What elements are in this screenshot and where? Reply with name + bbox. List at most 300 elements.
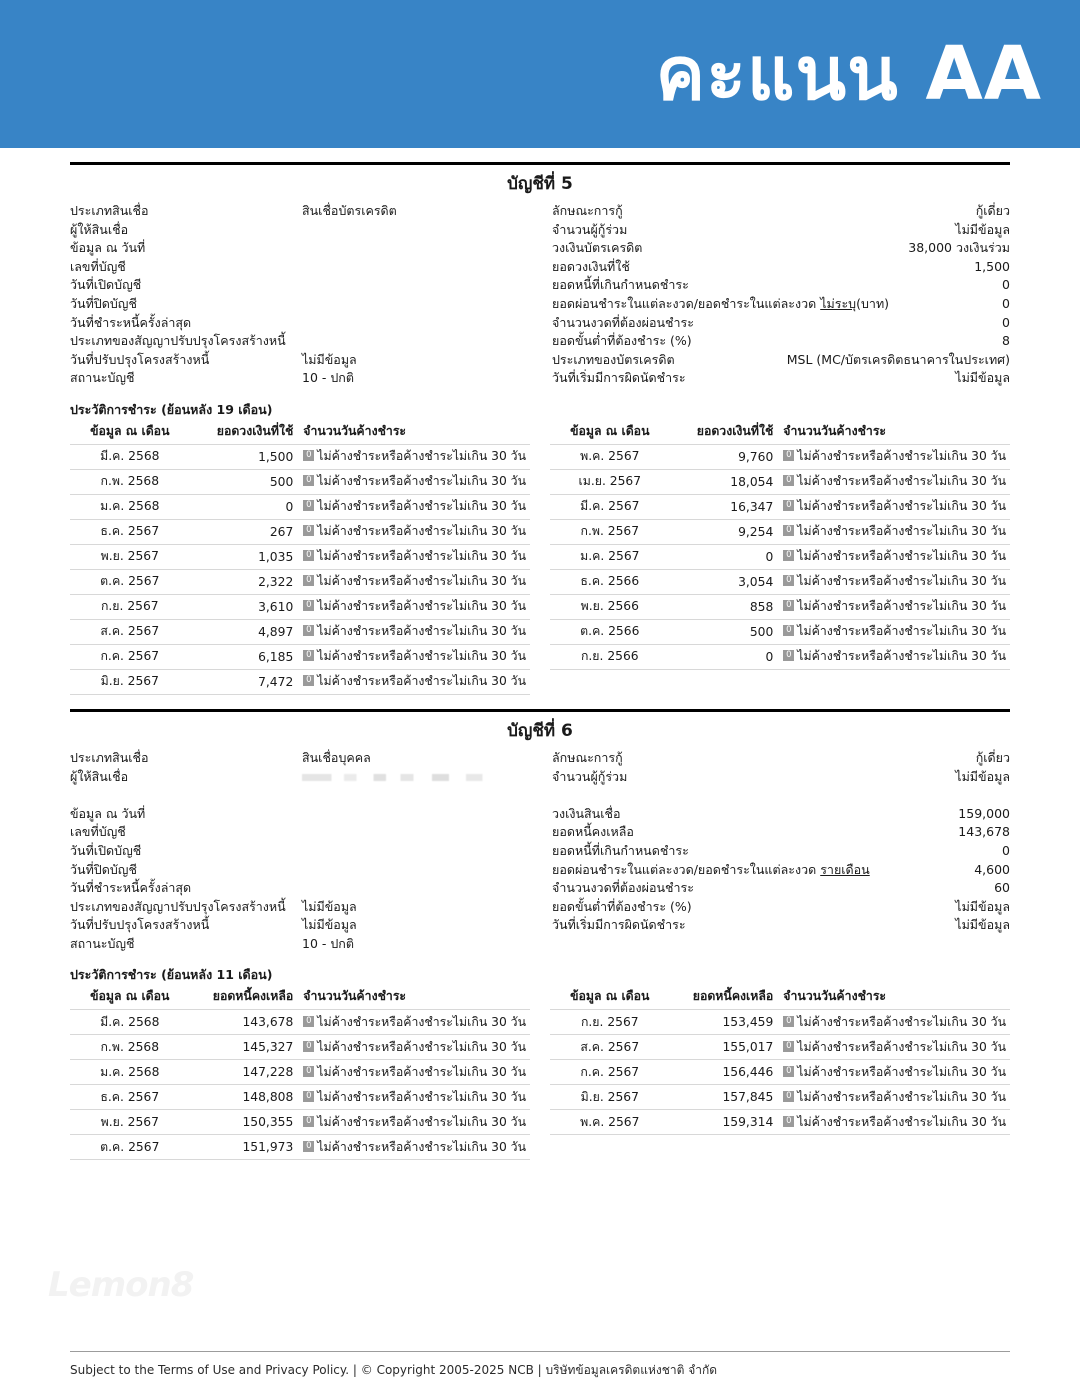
payment-history-table [70, 986, 530, 1160]
cell-amount: 1,500 [190, 444, 298, 469]
table-row [70, 1110, 530, 1135]
column-header-3: จำนวนวันค้างชำระ [303, 989, 407, 1004]
status-text: ไม่ค้างชำระหรือค้างชำระไม่เกิน 30 วัน [317, 1039, 526, 1054]
cell-amount: 143,678 [190, 1010, 298, 1035]
status-badge: 0 [303, 475, 314, 486]
detail-row [70, 314, 540, 333]
detail-row [70, 842, 540, 861]
account-section-divider [70, 162, 1010, 165]
cell-status [297, 594, 530, 619]
detail-label: ข้อมูล ณ วันที่ [70, 805, 146, 821]
detail-row [552, 314, 1010, 333]
table-row [70, 594, 530, 619]
detail-row [552, 823, 1010, 842]
detail-label: วันที่ปรับปรุงโครงสร้างหนี้ [70, 351, 210, 367]
detail-row [70, 879, 540, 898]
table-header-row [70, 421, 530, 445]
table-row [550, 594, 1010, 619]
detail-value: 143,678 [958, 824, 1010, 840]
cell-status [297, 669, 530, 694]
cell-month: ธ.ค. 2566 [550, 569, 670, 594]
detail-row [552, 898, 1010, 917]
cell-amount: 159,314 [670, 1110, 778, 1135]
cell-amount: 155,017 [670, 1035, 778, 1060]
detail-value: 0 [1002, 842, 1010, 858]
detail-row [70, 861, 540, 880]
detail-row [70, 239, 540, 258]
cell-amount: 1,035 [190, 544, 298, 569]
cell-amount: 9,254 [670, 519, 778, 544]
payment-history-body [550, 444, 1010, 669]
detail-row [552, 916, 1010, 935]
detail-label: วันที่ปรับปรุงโครงสร้างหนี้ [70, 917, 210, 933]
accounts-container [70, 162, 1010, 1160]
cell-amount: 3,054 [670, 569, 778, 594]
table-row [70, 494, 530, 519]
status-badge: 0 [303, 450, 314, 461]
cell-status [777, 644, 1010, 669]
table-row [550, 494, 1010, 519]
cell-month: ก.พ. 2568 [70, 1035, 190, 1060]
detail-label: วันที่ปิดบัญชี [70, 861, 137, 877]
detail-label: ประเภทสินเชื่อ [70, 203, 149, 218]
account-detail-grid [70, 749, 1010, 954]
detail-value: 10 - ปกติ [302, 935, 354, 951]
cell-month: ส.ค. 2567 [70, 619, 190, 644]
status-badge: 0 [783, 500, 794, 511]
redacted-lender-name [302, 774, 512, 781]
status-text: ไม่ค้างชำระหรือค้างชำระไม่เกิน 30 วัน [317, 649, 526, 664]
cell-amount: 147,228 [190, 1060, 298, 1085]
lemon8-watermark: Lemon8 [48, 1265, 194, 1305]
detail-label: ลักษณะการกู้ [552, 203, 623, 218]
detail-value: 159,000 [958, 805, 1010, 821]
table-header-row [550, 986, 1010, 1010]
table-row [70, 1135, 530, 1160]
detail-row [552, 221, 1010, 240]
payment-history-wrap [70, 421, 1010, 695]
detail-label: สถานะบัญชี [70, 370, 135, 386]
table-row [550, 1060, 1010, 1085]
status-text: ไม่ค้างชำระหรือค้างชำระไม่เกิน 30 วัน [797, 1064, 1006, 1079]
cell-status [297, 444, 530, 469]
cell-month: พ.ค. 2567 [550, 1110, 670, 1135]
account-detail-grid [70, 202, 1010, 388]
detail-label: วันที่ปิดบัญชี [70, 295, 137, 311]
detail-label: ข้อมูล ณ วันที่ [70, 240, 146, 256]
detail-row [70, 295, 540, 314]
detail-label-suffix: (บาท) [856, 295, 890, 311]
detail-row [70, 276, 540, 295]
cell-amount: 0 [670, 644, 778, 669]
status-text: ไม่ค้างชำระหรือค้างชำระไม่เกิน 30 วัน [797, 624, 1006, 639]
account-section-divider [70, 709, 1010, 712]
detail-value: 0 [1002, 314, 1010, 330]
detail-row [70, 258, 540, 277]
cell-amount: 157,845 [670, 1085, 778, 1110]
column-header-1: ข้อมูล ณ เดือน [90, 989, 170, 1004]
payment-history-table [550, 986, 1010, 1135]
status-text: ไม่ค้างชำระหรือค้างชำระไม่เกิน 30 วัน [797, 549, 1006, 564]
detail-label: เลขที่บัญชี [70, 258, 126, 274]
detail-value: ไม่มีข้อมูล [955, 221, 1010, 237]
cell-status [297, 644, 530, 669]
table-row [550, 1010, 1010, 1035]
status-text: ไม่ค้างชำระหรือค้างชำระไม่เกิน 30 วัน [797, 1014, 1006, 1029]
detail-value: ไม่มีข้อมูล [302, 917, 357, 933]
cell-status [777, 544, 1010, 569]
cell-amount: 858 [670, 594, 778, 619]
cell-status [297, 1110, 530, 1135]
cell-month: ก.พ. 2567 [550, 519, 670, 544]
table-row [70, 1085, 530, 1110]
detail-row [552, 276, 1010, 295]
status-text: ไม่ค้างชำระหรือค้างชำระไม่เกิน 30 วัน [797, 499, 1006, 514]
status-text: ไม่ค้างชำระหรือค้างชำระไม่เกิน 30 วัน [317, 474, 526, 489]
cell-status [297, 544, 530, 569]
status-badge: 0 [783, 1116, 794, 1127]
detail-row [552, 805, 1010, 824]
payment-history-title: ประวัติการชำระ (ย้อนหลัง 11 เดือน) [70, 967, 273, 983]
detail-label: วันที่เปิดบัญชี [70, 277, 142, 293]
table-row [550, 1110, 1010, 1135]
cell-status [777, 1110, 1010, 1135]
status-badge: 0 [783, 1016, 794, 1027]
detail-label: วันที่เปิดบัญชี [70, 842, 142, 858]
cell-status [297, 469, 530, 494]
detail-label: ประเภทของสัญญาปรับปรุงโครงสร้างหนี้ [70, 898, 286, 914]
detail-row [70, 786, 540, 805]
status-badge: 0 [783, 475, 794, 486]
status-badge: 0 [303, 500, 314, 511]
detail-column-left [70, 202, 540, 388]
detail-label: วงเงินบัตรเครดิต [552, 240, 643, 256]
detail-value: 8 [1002, 333, 1010, 349]
detail-value: 0 [1002, 295, 1010, 311]
cell-status [777, 519, 1010, 544]
status-badge: 0 [303, 1091, 314, 1102]
detail-label: จำนวนผู้กู้ร่วม [552, 768, 628, 784]
detail-row [552, 842, 1010, 861]
detail-value: 38,000 วงเงินร่วม [908, 240, 1010, 256]
cell-amount: 150,355 [190, 1110, 298, 1135]
cell-status [777, 494, 1010, 519]
cell-amount: 18,054 [670, 469, 778, 494]
cell-amount: 0 [190, 494, 298, 519]
detail-label: ลักษณะการกู้ [552, 749, 623, 765]
status-badge: 0 [783, 625, 794, 636]
cell-month: ก.ย. 2567 [70, 594, 190, 619]
cell-status [297, 1060, 530, 1085]
cell-month: ก.ค. 2567 [70, 644, 190, 669]
detail-row [552, 861, 1010, 880]
detail-row [70, 768, 540, 787]
detail-value [302, 768, 540, 787]
cell-month: ก.ย. 2566 [550, 644, 670, 669]
payment-history-right [550, 986, 1010, 1160]
cell-month: ม.ค. 2568 [70, 1060, 190, 1085]
account-heading: บัญชีที่ 6 [507, 720, 573, 741]
cell-status [297, 1010, 530, 1035]
cell-amount: 153,459 [670, 1010, 778, 1035]
table-row [70, 1060, 530, 1085]
document-body [0, 162, 1080, 1160]
cell-month: มี.ค. 2567 [550, 494, 670, 519]
status-badge: 0 [303, 550, 314, 561]
table-row [70, 1010, 530, 1035]
footer-divider [70, 1351, 1010, 1352]
cell-status [297, 619, 530, 644]
status-text: ไม่ค้างชำระหรือค้างชำระไม่เกิน 30 วัน [317, 1064, 526, 1079]
detail-label: วันที่ชำระหนี้ครั้งล่าสุด [70, 880, 192, 896]
table-header-row [70, 986, 530, 1010]
detail-label: ผู้ให้สินเชื่อ [70, 221, 129, 237]
status-badge: 0 [783, 1066, 794, 1077]
detail-label: วันที่เริ่มมีการผิดนัดชำระ [552, 917, 686, 933]
table-row [70, 519, 530, 544]
table-header-row [550, 421, 1010, 445]
detail-row [552, 786, 1010, 805]
status-text: ไม่ค้างชำระหรือค้างชำระไม่เกิน 30 วัน [797, 1114, 1006, 1129]
cell-status [777, 1060, 1010, 1085]
status-text: ไม่ค้างชำระหรือค้างชำระไม่เกิน 30 วัน [317, 499, 526, 514]
cell-amount: 2,322 [190, 569, 298, 594]
column-header-1: ข้อมูล ณ เดือน [570, 423, 650, 438]
detail-row [552, 879, 1010, 898]
detail-label: ยอดหนี้ที่เกินกำหนดชำระ [552, 277, 689, 293]
status-text: ไม่ค้างชำระหรือค้างชำระไม่เกิน 30 วัน [317, 1014, 526, 1029]
page-header-banner [0, 0, 1080, 148]
status-text: ไม่ค้างชำระหรือค้างชำระไม่เกิน 30 วัน [317, 574, 526, 589]
status-badge: 0 [303, 625, 314, 636]
cell-month: พ.ค. 2567 [550, 444, 670, 469]
detail-label: จำนวนผู้กู้ร่วม [552, 221, 628, 237]
payment-history-table [70, 421, 530, 695]
cell-amount: 6,185 [190, 644, 298, 669]
cell-amount: 151,973 [190, 1135, 298, 1160]
status-badge: 0 [783, 650, 794, 661]
column-header-2: ยอดหนี้คงเหลือ [212, 989, 294, 1004]
table-row [70, 619, 530, 644]
page-title: คะแนน AA [655, 31, 1042, 117]
table-row [550, 469, 1010, 494]
detail-column-left [70, 749, 540, 954]
status-badge: 0 [783, 1091, 794, 1102]
detail-label-underlined: รายเดือน [820, 861, 870, 877]
cell-amount: 0 [670, 544, 778, 569]
table-row [550, 644, 1010, 669]
detail-value: 1,500 [974, 258, 1010, 274]
detail-row [70, 221, 540, 240]
cell-status [297, 519, 530, 544]
detail-label: ยอดขั้นต่ำที่ต้องชำระ (%) [552, 333, 692, 349]
cell-month: ต.ค. 2567 [70, 1135, 190, 1160]
detail-label: ผู้ให้สินเชื่อ [70, 768, 129, 784]
detail-row [70, 369, 540, 388]
payment-history-body [550, 1010, 1010, 1135]
cell-amount: 145,327 [190, 1035, 298, 1060]
detail-value: ไม่มีข้อมูล [302, 898, 357, 914]
detail-label: ประเภทของสัญญาปรับปรุงโครงสร้างหนี้ [70, 333, 286, 349]
detail-label: จำนวนงวดที่ต้องผ่อนชำระ [552, 314, 694, 330]
table-row [550, 1085, 1010, 1110]
detail-row [552, 202, 1010, 221]
cell-status [297, 1035, 530, 1060]
status-text: ไม่ค้างชำระหรือค้างชำระไม่เกิน 30 วัน [317, 674, 526, 689]
cell-amount: 9,760 [670, 444, 778, 469]
detail-label: ยอดผ่อนชำระในแต่ละงวด/ยอดชำระในแต่ละงวด รายเดือน [552, 861, 870, 877]
cell-month: ก.ย. 2567 [550, 1010, 670, 1035]
detail-row [70, 202, 540, 221]
detail-row [552, 295, 1010, 314]
cell-month: ม.ค. 2567 [550, 544, 670, 569]
column-header-3: จำนวนวันค้างชำระ [303, 423, 407, 438]
payment-history-header [550, 421, 1010, 445]
cell-month: ต.ค. 2566 [550, 619, 670, 644]
cell-status [777, 1010, 1010, 1035]
cell-status [777, 619, 1010, 644]
table-row [70, 1035, 530, 1060]
page-footer [0, 1351, 1080, 1380]
account-block [70, 709, 1010, 1161]
cell-month: ธ.ค. 2567 [70, 1085, 190, 1110]
table-row [550, 519, 1010, 544]
detail-value: ไม่มีข้อมูล [955, 917, 1010, 933]
detail-label: ยอดหนี้คงเหลือ [552, 824, 634, 840]
status-badge: 0 [303, 575, 314, 586]
footer-text: Subject to the Terms of Use and Privacy Policy. | © Copyright 2005-2025 NCB | บริษัทข้อมูลเครดิตแห่งชาติ จำกัด [70, 1363, 718, 1377]
cell-month: เม.ย. 2567 [550, 469, 670, 494]
detail-label: วันที่ชำระหนี้ครั้งล่าสุด [70, 314, 192, 330]
cell-status [297, 494, 530, 519]
status-badge: 0 [783, 575, 794, 586]
cell-month: มิ.ย. 2567 [550, 1085, 670, 1110]
cell-status [777, 594, 1010, 619]
cell-month: พ.ย. 2566 [550, 594, 670, 619]
cell-month: พ.ย. 2567 [70, 1110, 190, 1135]
detail-label: ยอดหนี้ที่เกินกำหนดชำระ [552, 842, 689, 858]
detail-column-right [540, 749, 1010, 954]
detail-value: สินเชื่อบัตรเครดิต [302, 203, 397, 218]
status-text: ไม่ค้างชำระหรือค้างชำระไม่เกิน 30 วัน [797, 649, 1006, 664]
status-badge: 0 [303, 1116, 314, 1127]
detail-row [70, 749, 540, 768]
status-badge: 0 [303, 525, 314, 536]
status-badge: 0 [783, 1041, 794, 1052]
cell-status [297, 1135, 530, 1160]
detail-value: 4,600 [974, 861, 1010, 877]
detail-row [552, 369, 1010, 388]
status-text: ไม่ค้างชำระหรือค้างชำระไม่เกิน 30 วัน [317, 449, 526, 464]
cell-status [777, 1085, 1010, 1110]
account-heading: บัญชีที่ 5 [507, 174, 573, 194]
cell-amount: 500 [670, 619, 778, 644]
payment-history-left [70, 421, 530, 695]
cell-month: ธ.ค. 2567 [70, 519, 190, 544]
detail-value: ไม่มีข้อมูล [955, 768, 1010, 784]
detail-label: ยอดวงเงินที่ใช้ [552, 258, 630, 274]
status-badge: 0 [303, 1041, 314, 1052]
detail-value: กู้เดี่ยว [975, 203, 1010, 218]
payment-history-left [70, 986, 530, 1160]
cell-amount: 156,446 [670, 1060, 778, 1085]
status-badge: 0 [303, 675, 314, 686]
table-row [70, 669, 530, 694]
account-block [70, 162, 1010, 695]
detail-row [70, 935, 540, 954]
detail-row [552, 768, 1010, 787]
detail-label: เลขที่บัญชี [70, 824, 126, 840]
detail-value: 0 [1002, 277, 1010, 293]
status-text: ไม่ค้างชำระหรือค้างชำระไม่เกิน 30 วัน [317, 549, 526, 564]
status-text: ไม่ค้างชำระหรือค้างชำระไม่เกิน 30 วัน [317, 524, 526, 539]
detail-row [552, 749, 1010, 768]
table-row [550, 444, 1010, 469]
detail-row [70, 351, 540, 370]
status-text: ไม่ค้างชำระหรือค้างชำระไม่เกิน 30 วัน [797, 599, 1006, 614]
column-header-1: ข้อมูล ณ เดือน [570, 989, 650, 1004]
cell-status [777, 569, 1010, 594]
detail-value: ไม่มีข้อมูล [302, 351, 357, 367]
table-row [550, 619, 1010, 644]
column-header-3: จำนวนวันค้างชำระ [783, 989, 887, 1004]
payment-history-header [70, 421, 530, 445]
detail-label: วงเงินสินเชื่อ [552, 805, 621, 821]
payment-history-title: ประวัติการชำระ (ย้อนหลัง 19 เดือน) [70, 401, 273, 417]
detail-label: ประเภทของบัตรเครดิต [552, 351, 675, 367]
column-header-2: ยอดหนี้คงเหลือ [692, 989, 774, 1004]
cell-status [777, 444, 1010, 469]
detail-row [552, 258, 1010, 277]
status-badge: 0 [783, 550, 794, 561]
cell-amount: 3,610 [190, 594, 298, 619]
cell-status [777, 469, 1010, 494]
status-badge: 0 [783, 450, 794, 461]
detail-value: 60 [994, 880, 1010, 896]
status-text: ไม่ค้างชำระหรือค้างชำระไม่เกิน 30 วัน [797, 449, 1006, 464]
detail-label: ยอดผ่อนชำระในแต่ละงวด/ยอดชำระในแต่ละงวด ไม่ระบุ(บาท) [552, 295, 890, 311]
detail-row [552, 332, 1010, 351]
status-badge: 0 [303, 1016, 314, 1027]
detail-row [70, 823, 540, 842]
detail-label: ประเภทสินเชื่อ [70, 749, 149, 765]
detail-value: ไม่มีข้อมูล [955, 898, 1010, 914]
payment-history-header [550, 986, 1010, 1010]
cell-amount: 500 [190, 469, 298, 494]
detail-value: กู้เดี่ยว [975, 749, 1010, 765]
status-text: ไม่ค้างชำระหรือค้างชำระไม่เกิน 30 วัน [797, 574, 1006, 589]
payment-history-header [70, 986, 530, 1010]
table-row [70, 444, 530, 469]
table-row [550, 544, 1010, 569]
table-row [70, 569, 530, 594]
detail-label-underlined: ไม่ระบุ [820, 295, 857, 311]
payment-history-right [550, 421, 1010, 695]
cell-month: ส.ค. 2567 [550, 1035, 670, 1060]
detail-label: วันที่เริ่มมีการผิดนัดชำระ [552, 370, 686, 386]
detail-row [552, 351, 1010, 370]
table-row [70, 469, 530, 494]
table-row [70, 644, 530, 669]
status-badge: 0 [783, 525, 794, 536]
detail-value: สินเชื่อบุคคล [302, 749, 371, 765]
cell-amount: 7,472 [190, 669, 298, 694]
cell-status [297, 569, 530, 594]
detail-value: ไม่มีข้อมูล [955, 370, 1010, 386]
cell-month: ก.พ. 2568 [70, 469, 190, 494]
cell-amount: 148,808 [190, 1085, 298, 1110]
status-text: ไม่ค้างชำระหรือค้างชำระไม่เกิน 30 วัน [317, 624, 526, 639]
